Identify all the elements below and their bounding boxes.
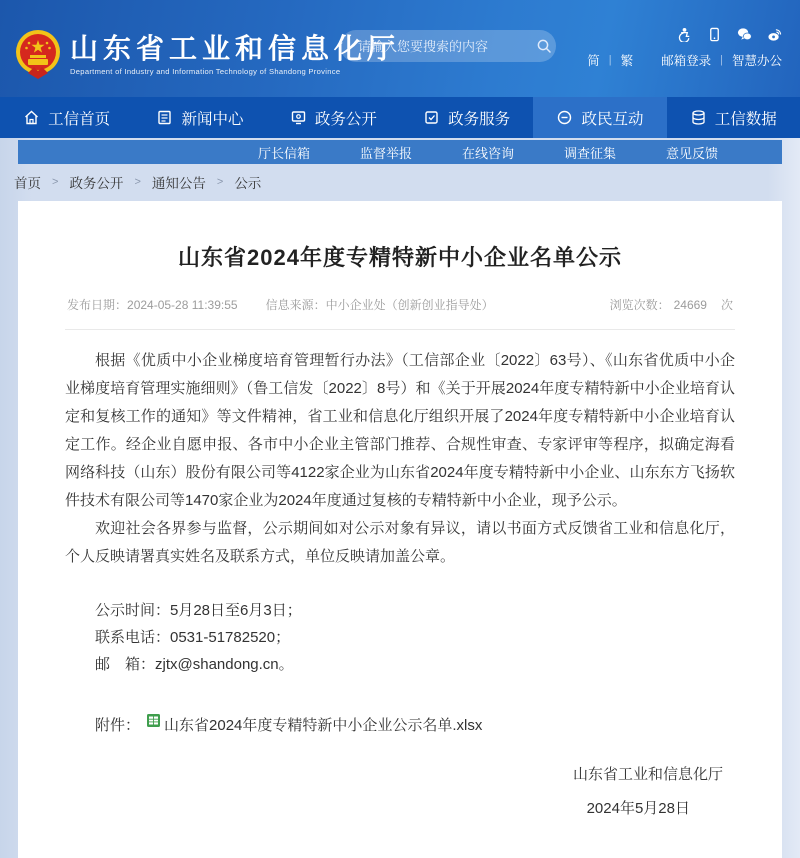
subnav-items (258, 143, 718, 162)
breadcrumb-home[interactable]: 首页 (14, 176, 41, 191)
breadcrumb (0, 164, 800, 201)
signature-org: 山东省工业和信息化厅 (572, 766, 723, 783)
page-title: 山东省2024年度专精特新中小企业名单公示 (178, 245, 622, 270)
subnav-item-report[interactable]: 监督举报 (359, 145, 412, 161)
database-icon (690, 109, 707, 126)
nav-item-disclosure[interactable] (267, 97, 400, 138)
nav-label: 政民互动 (581, 110, 644, 128)
nav-label: 新闻中心 (181, 110, 244, 128)
accessibility-icon[interactable] (677, 27, 692, 42)
divider: | (608, 54, 612, 66)
subnav-item-survey[interactable]: 调查征集 (564, 145, 617, 161)
attachment-label: 附件： (95, 717, 141, 734)
weibo-icon[interactable] (767, 27, 782, 42)
nav-label: 政务公开 (314, 110, 377, 128)
paragraph: 欢迎社会各界参与监督，公示期间如对公示对象有异议，请以书面方式反馈省工业和信息化厅，个人反映请署真实姓名及联系方式，单位反映请加盖公章。 (65, 520, 735, 565)
news-icon (156, 109, 173, 126)
attachment-row (65, 714, 735, 735)
subnav-item-feedback[interactable]: 意见反馈 (666, 145, 719, 161)
nav-label: 政务服务 (448, 110, 511, 128)
contact-info (65, 597, 735, 678)
article-body (65, 347, 735, 571)
services-icon (423, 109, 440, 126)
nav-item-news[interactable] (133, 97, 266, 138)
publish-date-label: 发布日期： (67, 298, 128, 312)
article-signature (65, 763, 735, 818)
site-subtitle: Department of Industry and Information Technology of Shandong Province (70, 67, 341, 76)
search-bar[interactable] (340, 30, 556, 62)
publicity-period-line: 公示时间：5月28日至6月3日； (95, 602, 302, 619)
breadcrumb-separator: > (216, 176, 224, 188)
breadcrumb-disclosure[interactable]: 政务公开 (69, 176, 124, 191)
mail-login-link[interactable]: 邮箱登录 (661, 54, 712, 68)
site-title: 山东省工业和信息化厅 (70, 33, 401, 64)
nav-item-home[interactable] (0, 97, 133, 138)
source-value: 中小企业处（创新创业指导处） (325, 298, 494, 312)
nav-item-data[interactable] (667, 97, 800, 138)
header-link-row (587, 51, 782, 69)
header-icon-row (587, 27, 782, 42)
signature-date: 2024年5月28日 (586, 800, 690, 817)
main-nav (0, 97, 800, 138)
views-count: 24669 (673, 297, 707, 312)
mobile-icon[interactable] (707, 27, 722, 42)
attachment-link[interactable]: 山东省2024年度专精特新中小企业公示名单.xlsx (164, 717, 483, 734)
subnav-item-consult[interactable]: 在线咨询 (461, 145, 514, 161)
search-icon[interactable] (536, 38, 552, 54)
phone-line: 联系电话：0531-51782520； (95, 629, 291, 646)
article-meta (65, 296, 735, 330)
subnav-bar (18, 140, 782, 164)
national-emblem-logo (14, 27, 62, 83)
nav-item-interaction[interactable] (533, 97, 666, 138)
site-header (0, 0, 800, 97)
nav-item-services[interactable] (400, 97, 533, 138)
wechat-icon[interactable] (737, 27, 752, 42)
search-input[interactable] (356, 38, 536, 55)
breadcrumb-separator: > (52, 176, 59, 188)
nav-label: 工信首页 (48, 110, 111, 128)
breadcrumb-current[interactable]: 公示 (234, 176, 262, 191)
breadcrumb-separator: > (134, 176, 141, 188)
interaction-icon (556, 109, 573, 126)
home-icon (23, 109, 40, 126)
subnav-item-mailbox[interactable]: 厅长信箱 (257, 145, 310, 161)
excel-file-icon (146, 713, 161, 728)
article-card (18, 201, 782, 858)
divider: | (720, 54, 723, 66)
email-line: 邮 箱：zjtx@shandong.cn。 (95, 656, 294, 673)
lang-traditional-link[interactable]: 繁 (620, 54, 634, 68)
header-utility-area (587, 27, 782, 69)
disclosure-icon (290, 109, 307, 126)
views-label: 浏览次数： (609, 298, 670, 312)
nav-label: 工信数据 (714, 110, 777, 128)
source-label: 信息来源： (265, 298, 326, 312)
breadcrumb-notices[interactable]: 通知公告 (151, 176, 206, 191)
views-unit: 次 (720, 298, 733, 312)
paragraph: 根据《优质中小企业梯度培育管理暂行办法》（工信部企业〔2022〕63号）、《山东省优质中小企业梯度培育管理实施细则》（鲁工信发〔2022〕8号）和《关于开展2024年度专精特新中小企业培育认定和复核工作的通知》等文件精神，省工业和信息化厅组织开展了2024年度专精特新中小企业培育认定工作。经企业自愿申报、各市中小企业主管部门推荐、合规性审查、专家评审等程序，拟确定海看网络科技（山东）股份有限公司等4122家企业为山东省2024年度专精特新中小企业、山东东方飞扬软件技术有限公司等1470家企业为2024年度通过复核的专精特新中小企业，现予公示。 (65, 352, 735, 509)
lang-simplified-link[interactable]: 简 (587, 54, 600, 68)
smart-office-link[interactable]: 智慧办公 (731, 54, 782, 68)
publish-date-value: 2024-05-28 11:39:55 (127, 297, 238, 312)
